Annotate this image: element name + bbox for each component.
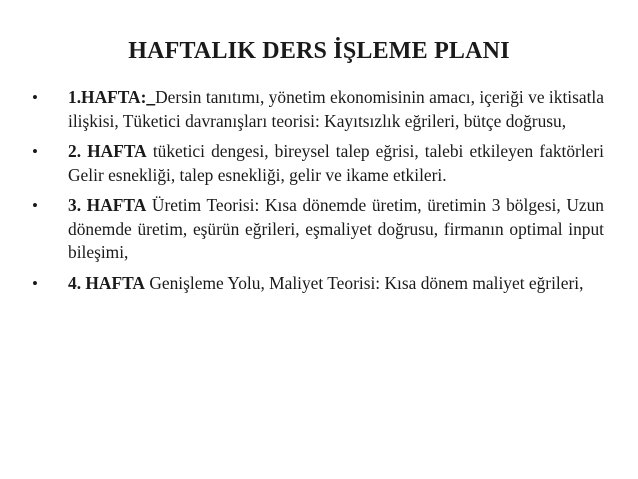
week-label: 2. HAFTA bbox=[68, 141, 147, 161]
week-description: Üretim Teorisi: Kısa dönemde üretim, üretimin 3 bölgesi, Uzun dönemde üretim, eşürün eğrileri, eşmaliyet doğrusu, firmanın optimal input bileşimi, bbox=[68, 195, 604, 262]
bullet-icon: • bbox=[32, 196, 38, 215]
slide-title: HAFTALIK DERS İŞLEME PLANI bbox=[128, 38, 510, 64]
list-item-week-2 bbox=[32, 140, 604, 187]
week-separator: _ bbox=[146, 87, 156, 107]
weekly-plan-list bbox=[32, 86, 604, 302]
week-description: tüketici dengesi, bireysel talep eğrisi, talebi etkileyen faktörleri Gelir esnekliği, talep esnekliği, gelir ve ikame etkileri. bbox=[68, 141, 605, 185]
week-label: 3. HAFTA bbox=[68, 195, 147, 215]
week-description: Genişleme Yolu, Maliyet Teorisi: Kısa dönem maliyet eğrileri, bbox=[149, 272, 584, 293]
week-label: 1.HAFTA: bbox=[68, 87, 147, 107]
bullet-icon: • bbox=[32, 273, 38, 293]
bullet-icon: • bbox=[32, 88, 38, 107]
week-label: 4. HAFTA bbox=[68, 272, 145, 293]
week-description: Dersin tanıtımı, yönetim ekonomisinin amacı, içeriği ve iktisatla ilişkisi, Tüketici davranışları teorisi: Kayıtsızlık eğrileri, bütçe doğrusu, bbox=[68, 87, 604, 131]
list-item-week-4 bbox=[32, 272, 604, 296]
list-item-week-1 bbox=[32, 86, 604, 133]
list-item-week-3 bbox=[32, 194, 604, 265]
bullet-icon: • bbox=[32, 142, 38, 161]
